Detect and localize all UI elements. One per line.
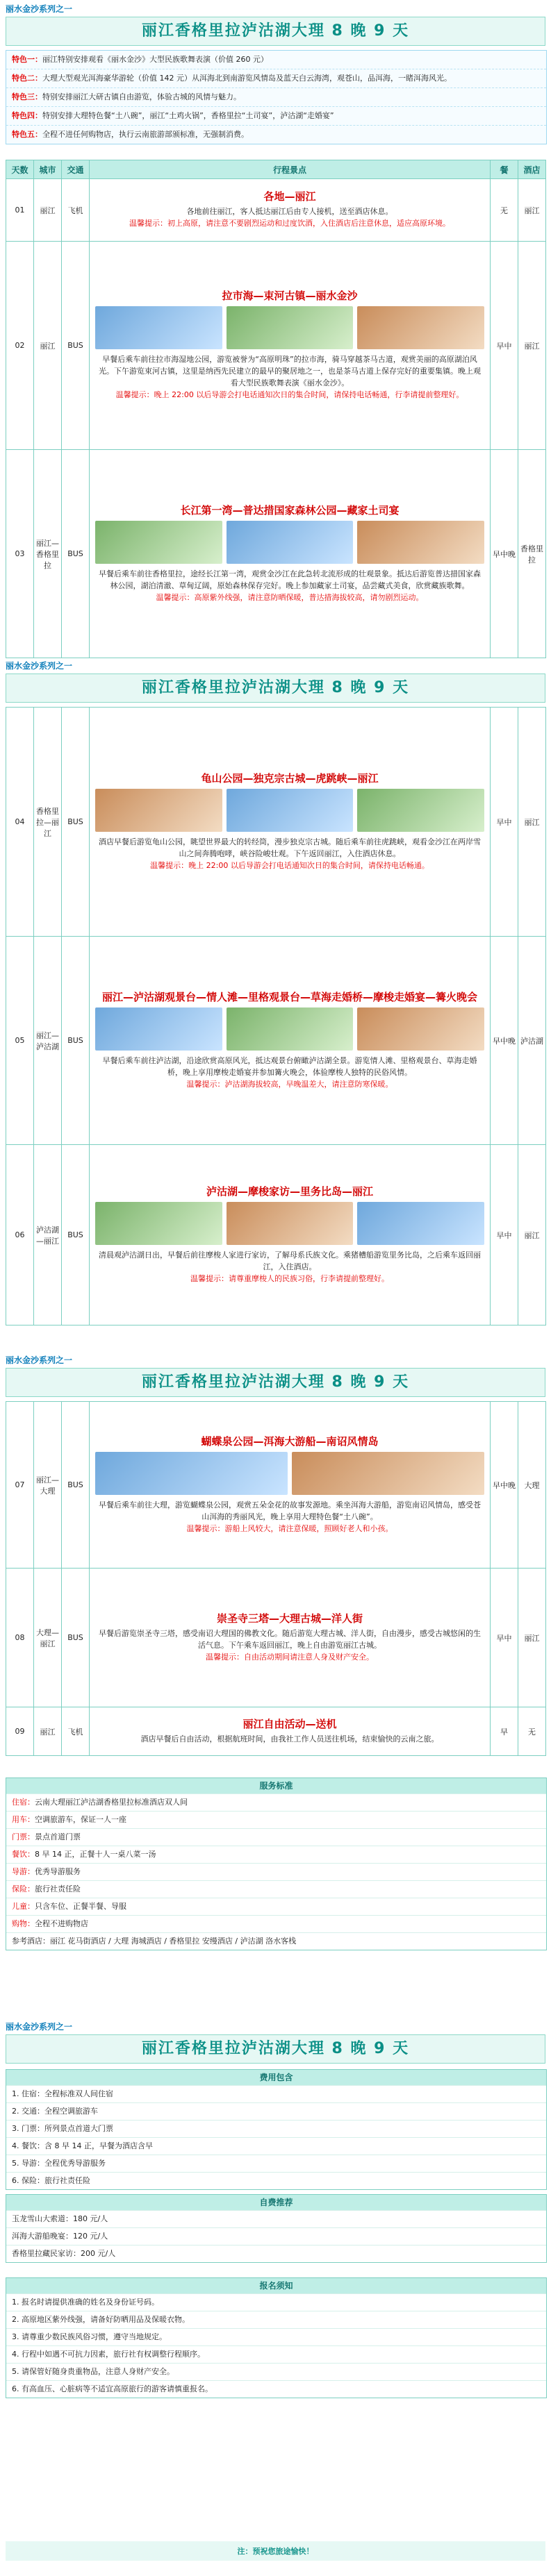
photo (95, 1007, 222, 1051)
day-title: 蝴蝶泉公园—洱海大游船—南诏风情岛 (201, 1435, 379, 1448)
series-label: 丽水金沙系列之一 (6, 1355, 73, 1365)
notice: 报名须知 1. 报名时请提供准确的姓名及身份证号码。 2. 高原地区紫外线强，请备好防晒用品及保暖衣物。 3. 请尊重少数民族风俗习惯，遵守当地规定。 4. 行程中如遇不可抗力因素，旅行社有权调整行程顺序。 5. 请保管好随身贵重物品，注意人身财产安全。 6. 有高血压、心脏病等不适宜高原旅行的游客请慎重报名。 (6, 2277, 547, 2398)
self-pay: 自费推荐 玉龙雪山大索道：180 元/人 洱海大游船晚宴：120 元/人 香格里拉藏民家访：200 元/人 (6, 2194, 547, 2263)
table-row: 01 丽江 飞机 各地—丽江 各地前往丽江，客人抵达丽江后由专人接机，送至酒店休息。 温馨提示：初上高原，请注意不要剧烈运动和过度饮酒，入住酒店后注意休息，适应高原环境。 无 丽江 (6, 179, 546, 242)
table-row: 04 香格里拉—丽江 BUS 龟山公园—独克宗古城—虎跳峡—丽江 酒店早餐后游览龟山公园，眺望世界最大的转经筒，漫步独克宗古城。随后乘车前往虎跳峡，观看金沙江在两岸雪山之间奔腾咆哮，峡谷险峻壮观。下午返回丽江，入住酒店休息。 温馨提示：晚上 22:00 以后导游会打电话通知次日的集合时间，请保持电话畅通。 早中 丽江 (6, 708, 546, 937)
header-route: 行程景点 (90, 160, 491, 179)
day-title: 丽江自由活动—送机 (242, 1717, 337, 1730)
day-title: 丽江—泸沽湖观景台—情人滩—里格观景台—草海走婚桥—摩梭走婚宴—篝火晚会 (101, 990, 477, 1003)
closing-note: 注：预祝您旅途愉快！ (6, 2541, 545, 2561)
photo (227, 789, 354, 832)
photo (95, 1202, 222, 1245)
day-title: 崇圣寺三塔—大理古城—洋人街 (216, 1612, 363, 1625)
series-label: 丽水金沙系列之一 (6, 2022, 73, 2032)
header-hotel: 酒店 (518, 160, 546, 179)
itinerary-table (6, 707, 546, 1325)
hotel-reference: 参考酒店：丽江 花马街酒店 / 大理 海城酒店 / 香格里拉 安缦酒店 / 泸沽湖 洛水客栈 (6, 1932, 546, 1950)
photo (95, 789, 222, 832)
photo (95, 521, 222, 564)
photo (227, 1202, 354, 1245)
photo (357, 1007, 484, 1051)
photo (357, 1202, 484, 1245)
page-title: 丽江香格里拉泸沽湖大理 8 晚 9 天 (6, 2034, 545, 2064)
feature-item: 特色四：特别安排大理特色餐“土八碗”，丽江“土鸡火锅”，香格里拉“土司宴”，泸沽湖“走婚宴” (6, 107, 546, 126)
service-standard: 服务标准 住宿：云南大理丽江泸沽湖香格里拉标准酒店双人间 用车：空调旅游车，保证一人一座 门票：景点首道门票 餐饮：8 早 14 正，正餐十人一桌八菜一汤 导游：优秀导游服务 保险：旅行社责任险 儿童：只含车位、正餐半餐、导服 购物：全程不进购物店 参考酒店：丽江 花马街酒店 / 大理 海城酒店 / 香格里拉 安缦酒店 / 泸沽湖 洛水客栈 (6, 1778, 547, 1950)
photo (95, 306, 222, 349)
table-row: 06 泸沽湖—丽江 BUS 泸沽湖—摩梭家访—里务比岛—丽江 清晨观泸沽湖日出，早餐后前往摩梭人家进行家访，了解母系氏族文化。乘猪槽船游览里务比岛，之后乘车返回丽江，入住酒店。 温馨提示：请尊重摩梭人的民族习俗，行李请提前整理好。 早中 丽江 (6, 1145, 546, 1325)
header-transport: 交通 (62, 160, 90, 179)
header-meals: 餐 (491, 160, 518, 179)
feature-list (6, 50, 547, 144)
photo-strip (95, 521, 484, 564)
photo (292, 1452, 484, 1495)
table-row: 08 大理—丽江 BUS 崇圣寺三塔—大理古城—洋人街 早餐后游览崇圣寺三塔，感受南诏大理国的佛教文化。随后游览大理古城、洋人街，自由漫步，感受古城悠闲的生活气息。下午乘车返回丽江，晚上自由游览丽江古城。 温馨提示：自由活动期间请注意人身及财产安全。 早中 丽江 (6, 1569, 546, 1707)
page-title: 丽江香格里拉泸沽湖大理 8 晚 9 天 (6, 674, 545, 703)
photo (227, 306, 354, 349)
day-title: 龟山公园—独克宗古城—虎跳峡—丽江 (201, 771, 379, 785)
table-row: 02 丽江 BUS 拉市海—束河古镇—丽水金沙 早餐后乘车前往拉市海湿地公园，游览被誉为“高原明珠”的拉市海，骑马穿越茶马古道，观赏美丽的高原湖泊风光。下午游览束河古镇，这里是纳西先民建立的最早的聚居地之一，也是茶马古道上保存完好的重要集镇。晚上观看大型民族歌舞表演《丽水金沙》。 温馨提示：晚上 22:00 以后导游会打电话通知次日的集合时间，请保持电话畅通，行李请提前整理好。 早中 丽江 (6, 242, 546, 450)
photo (357, 789, 484, 832)
cost-included: 费用包含 1. 住宿：全程标准双人间住宿 2. 交通：全程空调旅游车 3. 门票：所列景点首道大门票 4. 餐饮：含 8 早 14 正，早餐为酒店含早 5. 导游：全程优秀导游服务 6. 保险：旅行社责任险 (6, 2069, 547, 2190)
feature-item: 特色五：全程不进任何购物店，执行云南旅游部颁标准，无强制消费。 (12, 130, 249, 139)
day-title: 拉市海—束河古镇—丽水金沙 (222, 290, 358, 302)
itinerary-table (6, 1401, 546, 1756)
table-row: 07 丽江—大理 BUS 蝴蝶泉公园—洱海大游船—南诏风情岛 早餐后乘车前往大理，游览蝴蝶泉公园，观赏五朵金花的故事发源地。乘坐洱海大游船，游览南诏风情岛，感受苍山洱海的秀丽风光，晚上享用大理特色餐“土八碗”。 温馨提示：游船上风较大，请注意保暖，照顾好老人和小孩。 早中晚 大理 (6, 1402, 546, 1569)
feature-item: 特色三：特别安排丽江大研古镇自由游览，体验古城的风情与魅力。 (6, 88, 546, 107)
photo (357, 306, 484, 349)
table-row: 09 丽江 飞机 丽江自由活动—送机 酒店早餐后自由活动，根据航班时间，由我社工作人员送往机场，结束愉快的云南之旅。 早 无 (6, 1707, 546, 1756)
itinerary-table (6, 160, 546, 658)
photo-strip (95, 1007, 484, 1051)
photo-strip (95, 306, 484, 349)
header-city: 城市 (34, 160, 62, 179)
photo (227, 521, 354, 564)
header-day: 天数 (6, 160, 34, 179)
photo-strip (95, 789, 484, 832)
table-row: 05 丽江—泸沽湖 BUS 丽江—泸沽湖观景台—情人滩—里格观景台—草海走婚桥—摩梭走婚宴—篝火晚会 早餐后乘车前往泸沽湖，沿途欣赏高原风光，抵达观景台俯瞰泸沽湖全景。游览情人滩、里格观景台、草海走婚桥，晚上享用摩梭走婚宴并参加篝火晚会，体验摩梭人独特的民俗风情。 温馨提示：泸沽湖海拔较高，早晚温差大，请注意防寒保暖。 早中晚 泸沽湖 (6, 937, 546, 1145)
page-title: 丽江香格里拉泸沽湖大理 8 晚 9 天 (6, 1368, 545, 1397)
day-title: 泸沽湖—摩梭家访—里务比岛—丽江 (206, 1185, 373, 1198)
feature-item: 特色二：大理大型观光洱海豪华游轮（价值 142 元）从洱海北到南游览风情岛及蓝天白云海湾，观苍山，品洱海，一睹洱海风光。 (6, 69, 546, 88)
photo (227, 1007, 354, 1051)
page-title: 丽江香格里拉泸沽湖大理 8 晚 9 天 (6, 17, 545, 46)
day-title: 长江第一湾—普达措国家森林公园—藏家土司宴 (180, 503, 400, 517)
day-title: 各地—丽江 (263, 190, 316, 203)
photo-strip (95, 1452, 484, 1495)
series-label: 丽水金沙系列之一 (6, 661, 73, 671)
photo (357, 521, 484, 564)
photo-strip (95, 1202, 484, 1245)
table-row: 03 丽江—香格里拉 BUS 长江第一湾—普达措国家森林公园—藏家土司宴 早餐后乘车前往香格里拉，途经长江第一湾，观赏金沙江在此急转北流形成的壮观景象。抵达后游览普达措国家森林公园，湖泊清澈、草甸辽阔，原始森林保存完好。晚上参加藏家土司宴，品尝藏式美食，欣赏藏族歌舞。 温馨提示：高原紫外线强，请注意防晒保暖，普达措海拔较高，请勿剧烈运动。 早中晚 香格里拉 (6, 450, 546, 658)
series-label: 丽水金沙系列之一 (6, 4, 73, 14)
feature-item: 特色一：丽江特别安排观看《丽水金沙》大型民族歌舞表演（价值 260 元） (6, 51, 546, 69)
photo (95, 1452, 288, 1495)
